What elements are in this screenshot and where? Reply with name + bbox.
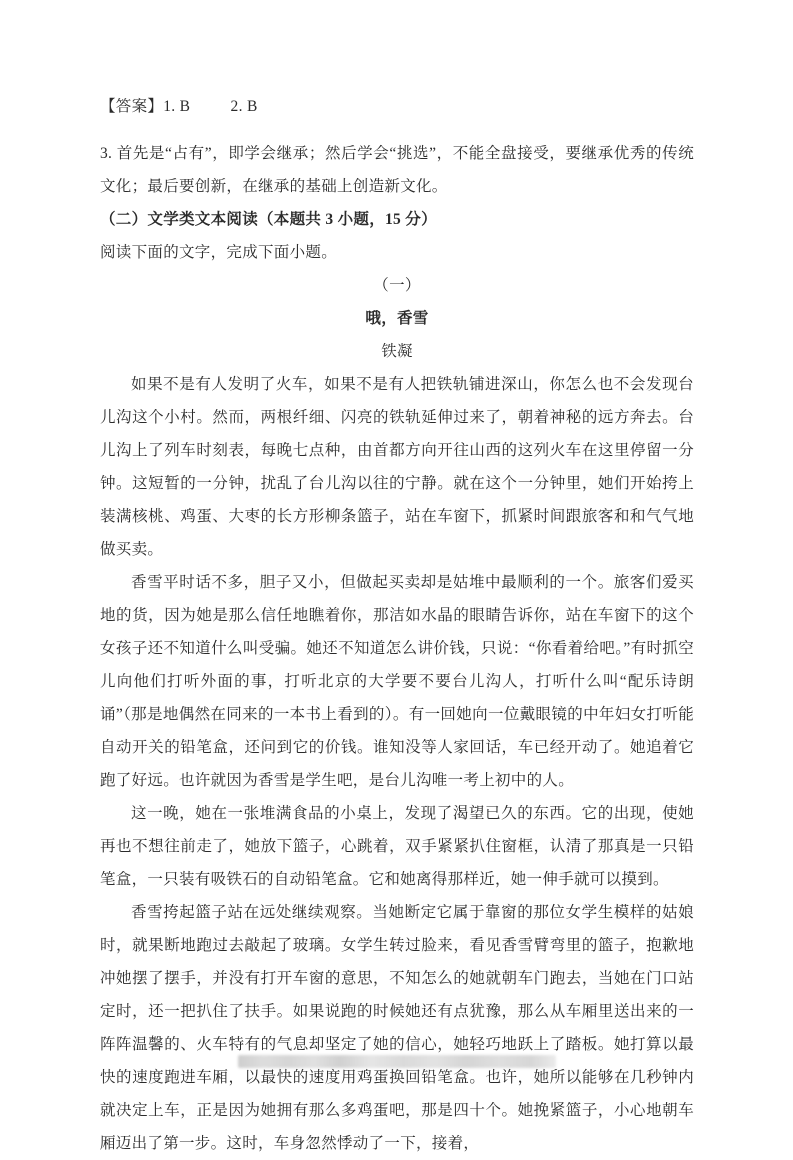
story-body (100, 368, 694, 1160)
passage-author: 铁凝 (381, 343, 413, 360)
answer-item-2: 2. B (230, 98, 258, 115)
passage-title: 哦，香雪 (365, 310, 429, 327)
section-heading: （二）文学类文本阅读（本题共 3 小题，15 分） (100, 211, 437, 228)
document-page (100, 90, 694, 1160)
answer-item-1: 1. B (163, 98, 191, 115)
reading-instruction: 阅读下面的文字，完成下面小题。 (100, 244, 338, 261)
answer-label: 【答案】 (100, 98, 164, 115)
watermark-smudge (238, 1055, 556, 1068)
answer-line (100, 90, 694, 123)
story-paragraph: 如果不是有人发明了火车，如果不是有人把铁轨铺进深山，你怎么也不会发现台儿沟这个小村。然而，两根纤细、闪亮的铁轨延伸过来了，朝着神秘的远方奔去。台儿沟上了列车时刻表，每晚七点种，由首都方向开往山西的这列火车在这里停留一分钟。这短暂的一分钟，扰乱了台儿沟以往的宁静。就在这个一分钟里，她们开始挎上装满核桃、鸡蛋、大枣的长方形柳条篮子，站在车窗下，抓紧时间跟旅客和和气气地做买卖。 (100, 376, 694, 558)
story-paragraph: 香雪平时话不多，胆子又小，但做起买卖却是姑堆中最顺利的一个。旅客们爱买地的货，因为她是那么信任地瞧着你，那洁如水晶的眼睛告诉你，站在车窗下的这个女孩子还不知道什么叫受骗。她还不知道怎么讲价钱，只说：“你看着给吧。”有时抓空儿向他们打听外面的事，打听北京的大学要不要台儿沟人，打听什么叫“配乐诗朗诵”（那是地偶然在同来的一本书上看到的）。有一回她向一位戴眼镜的中年妇女打听能自动开关的铅笔盒，还问到它的价钱。谁知没等人家回话，车已经开动了。她追着它跑了好远。也许就因为香雪是学生吧，是台儿沟唯一考上初中的人。 (100, 574, 694, 789)
question-3-answer: 3. 首先是“占有”，即学会继承；然后学会“挑选”，不能全盘接受，要继承优秀的传统文化；最后要创新，在继承的基础上创造新文化。 (100, 145, 694, 195)
story-paragraph: 这一晚，她在一张堆满食品的小桌上，发现了渴望已久的东西。它的出现，使她再也不想往前走了，她放下篮子，心跳着，双手紧紧扒住窗框，认清了那真是一只铅笔盒，一只装有吸铁石的自动铅笔盒。它和她离得那样近，她一伸手就可以摸到。 (100, 805, 694, 888)
passage-part-label: （一） (373, 277, 421, 294)
story-paragraph: 香雪挎起篮子站在远处继续观察。当她断定它属于靠窗的那位女学生模样的姑娘时，就果断地跑过去敲起了玻璃。女学生转过脸来，看见香雪臂弯里的篮子，抱歉地冲她摆了摆手，并没有打开车窗的意思，不知怎么的她就朝车门跑去，当她在门口站定时，还一把扒住了扶手。如果说跑的时候她还有点犹豫，那么从车厢里送出来的一阵阵温馨的、火车特有的气息却坚定了她的信心，她轻巧地跃上了踏板。她打算以最快的速度跑进车厢，以最快的速度用鸡蛋换回铅笔盒。也许，她所以能够在几秒钟内就决定上车，正是因为她拥有那么多鸡蛋吧，那是四十个。她挽紧篮子，小心地朝车厢迈出了第一步。这时，车身忽然悸动了一下，接着， (100, 904, 694, 1152)
